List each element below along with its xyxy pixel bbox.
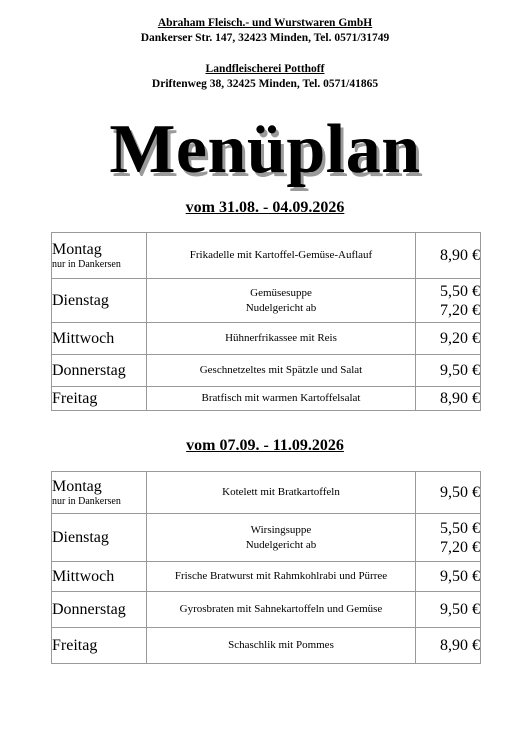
dish-cell <box>147 279 416 323</box>
day-cell <box>52 387 147 411</box>
price-cell <box>416 472 481 514</box>
company-address: Driftenweg 38, 32425 Minden, Tel. 0571/41865 <box>151 78 379 90</box>
dish-name: Nudelgericht ab <box>245 538 317 551</box>
menu-row <box>52 514 481 562</box>
price-cell <box>416 562 481 592</box>
day-cell <box>52 514 147 562</box>
price-cell <box>416 233 481 279</box>
dish-cell <box>147 387 416 411</box>
dish-name: Schaschlik mit Pommes <box>228 639 334 651</box>
price: 7,20 € <box>440 301 480 319</box>
price-cell <box>416 514 481 562</box>
day-cell <box>52 323 147 355</box>
price: 9,20 € <box>440 330 480 347</box>
day-name: Montag <box>52 240 102 258</box>
dish-name: Frikadelle mit Kartoffel-Gemüse-Auflauf <box>189 249 373 261</box>
dish-name: Wirsingsuppe <box>250 523 312 536</box>
price: 7,20 € <box>440 538 480 556</box>
day-name: Donnerstag <box>52 600 126 618</box>
dish-name: Bratfisch mit warmen Kartoffelsalat <box>201 392 361 404</box>
dish-name: Hühnerfrikassee mit Reis <box>225 332 337 344</box>
menu-row <box>52 472 481 514</box>
menu-row <box>52 592 481 628</box>
menu-row <box>52 323 481 355</box>
dish-cell <box>147 323 416 355</box>
price: 9,50 € <box>440 568 480 585</box>
company-name: Abraham Fleisch.- und Wurstwaren GmbH <box>157 17 373 29</box>
day-cell <box>52 472 147 514</box>
day-note: nur in Dankersen <box>52 495 121 507</box>
menu-row <box>52 279 481 323</box>
company-address: Dankerser Str. 147, 32423 Minden, Tel. 0571/31749 <box>140 32 390 44</box>
dish-name: Gyrosbraten mit Sahnekartoffeln und Gemüse <box>179 603 383 615</box>
day-note: nur in Dankersen <box>52 258 121 270</box>
price: 9,50 € <box>440 362 480 379</box>
day-name: Freitag <box>52 636 98 654</box>
price-cell <box>416 355 481 387</box>
price-cell <box>416 592 481 628</box>
price-cell <box>416 279 481 323</box>
day-cell <box>52 233 147 279</box>
day-name: Mittwoch <box>52 567 115 585</box>
dish-cell <box>147 355 416 387</box>
dish-cell <box>147 628 416 664</box>
day-name: Mittwoch <box>52 329 115 347</box>
dish-name: Nudelgericht ab <box>245 301 317 314</box>
day-cell <box>52 355 147 387</box>
menu-row <box>52 355 481 387</box>
day-cell <box>52 562 147 592</box>
week-range: vom 07.09. - 11.09.2026 <box>186 437 344 454</box>
menu-row <box>52 387 481 411</box>
day-cell <box>52 628 147 664</box>
menu-row <box>52 233 481 279</box>
price: 8,90 € <box>440 637 480 654</box>
menu-table-week-1 <box>51 232 481 411</box>
price: 9,50 € <box>440 484 480 501</box>
dish-name: Frische Bratwurst mit Rahmkohlrabi und Pürree <box>174 570 388 582</box>
day-cell <box>52 592 147 628</box>
company-header-potthoff <box>0 62 530 92</box>
day-name: Freitag <box>52 389 98 407</box>
dish-cell <box>147 592 416 628</box>
price: 8,90 € <box>440 390 480 407</box>
company-header-abraham <box>0 16 530 46</box>
page-title: Menüplan <box>109 111 421 188</box>
day-name: Dienstag <box>52 528 109 546</box>
day-name: Montag <box>52 477 102 495</box>
week-range: vom 31.08. - 04.09.2026 <box>185 199 345 216</box>
dish-cell <box>147 562 416 592</box>
dish-name: Geschnetzeltes mit Spätzle und Salat <box>199 364 363 376</box>
menu-row <box>52 562 481 592</box>
company-name: Landfleischerei Potthoff <box>205 63 325 75</box>
day-cell <box>52 279 147 323</box>
dish-cell <box>147 472 416 514</box>
price-cell <box>416 628 481 664</box>
menu-row <box>52 628 481 664</box>
price-cell <box>416 387 481 411</box>
day-name: Dienstag <box>52 291 109 309</box>
menu-table-week-2 <box>51 471 481 664</box>
dish-cell <box>147 233 416 279</box>
price: 5,50 € <box>440 519 480 537</box>
dish-name: Gemüsesuppe <box>250 286 312 299</box>
day-name: Donnerstag <box>52 361 126 379</box>
price: 8,90 € <box>440 247 480 264</box>
price: 9,50 € <box>440 601 480 618</box>
dish-cell <box>147 514 416 562</box>
price-cell <box>416 323 481 355</box>
price: 5,50 € <box>440 282 480 300</box>
dish-name: Kotelett mit Bratkartoffeln <box>222 486 340 498</box>
